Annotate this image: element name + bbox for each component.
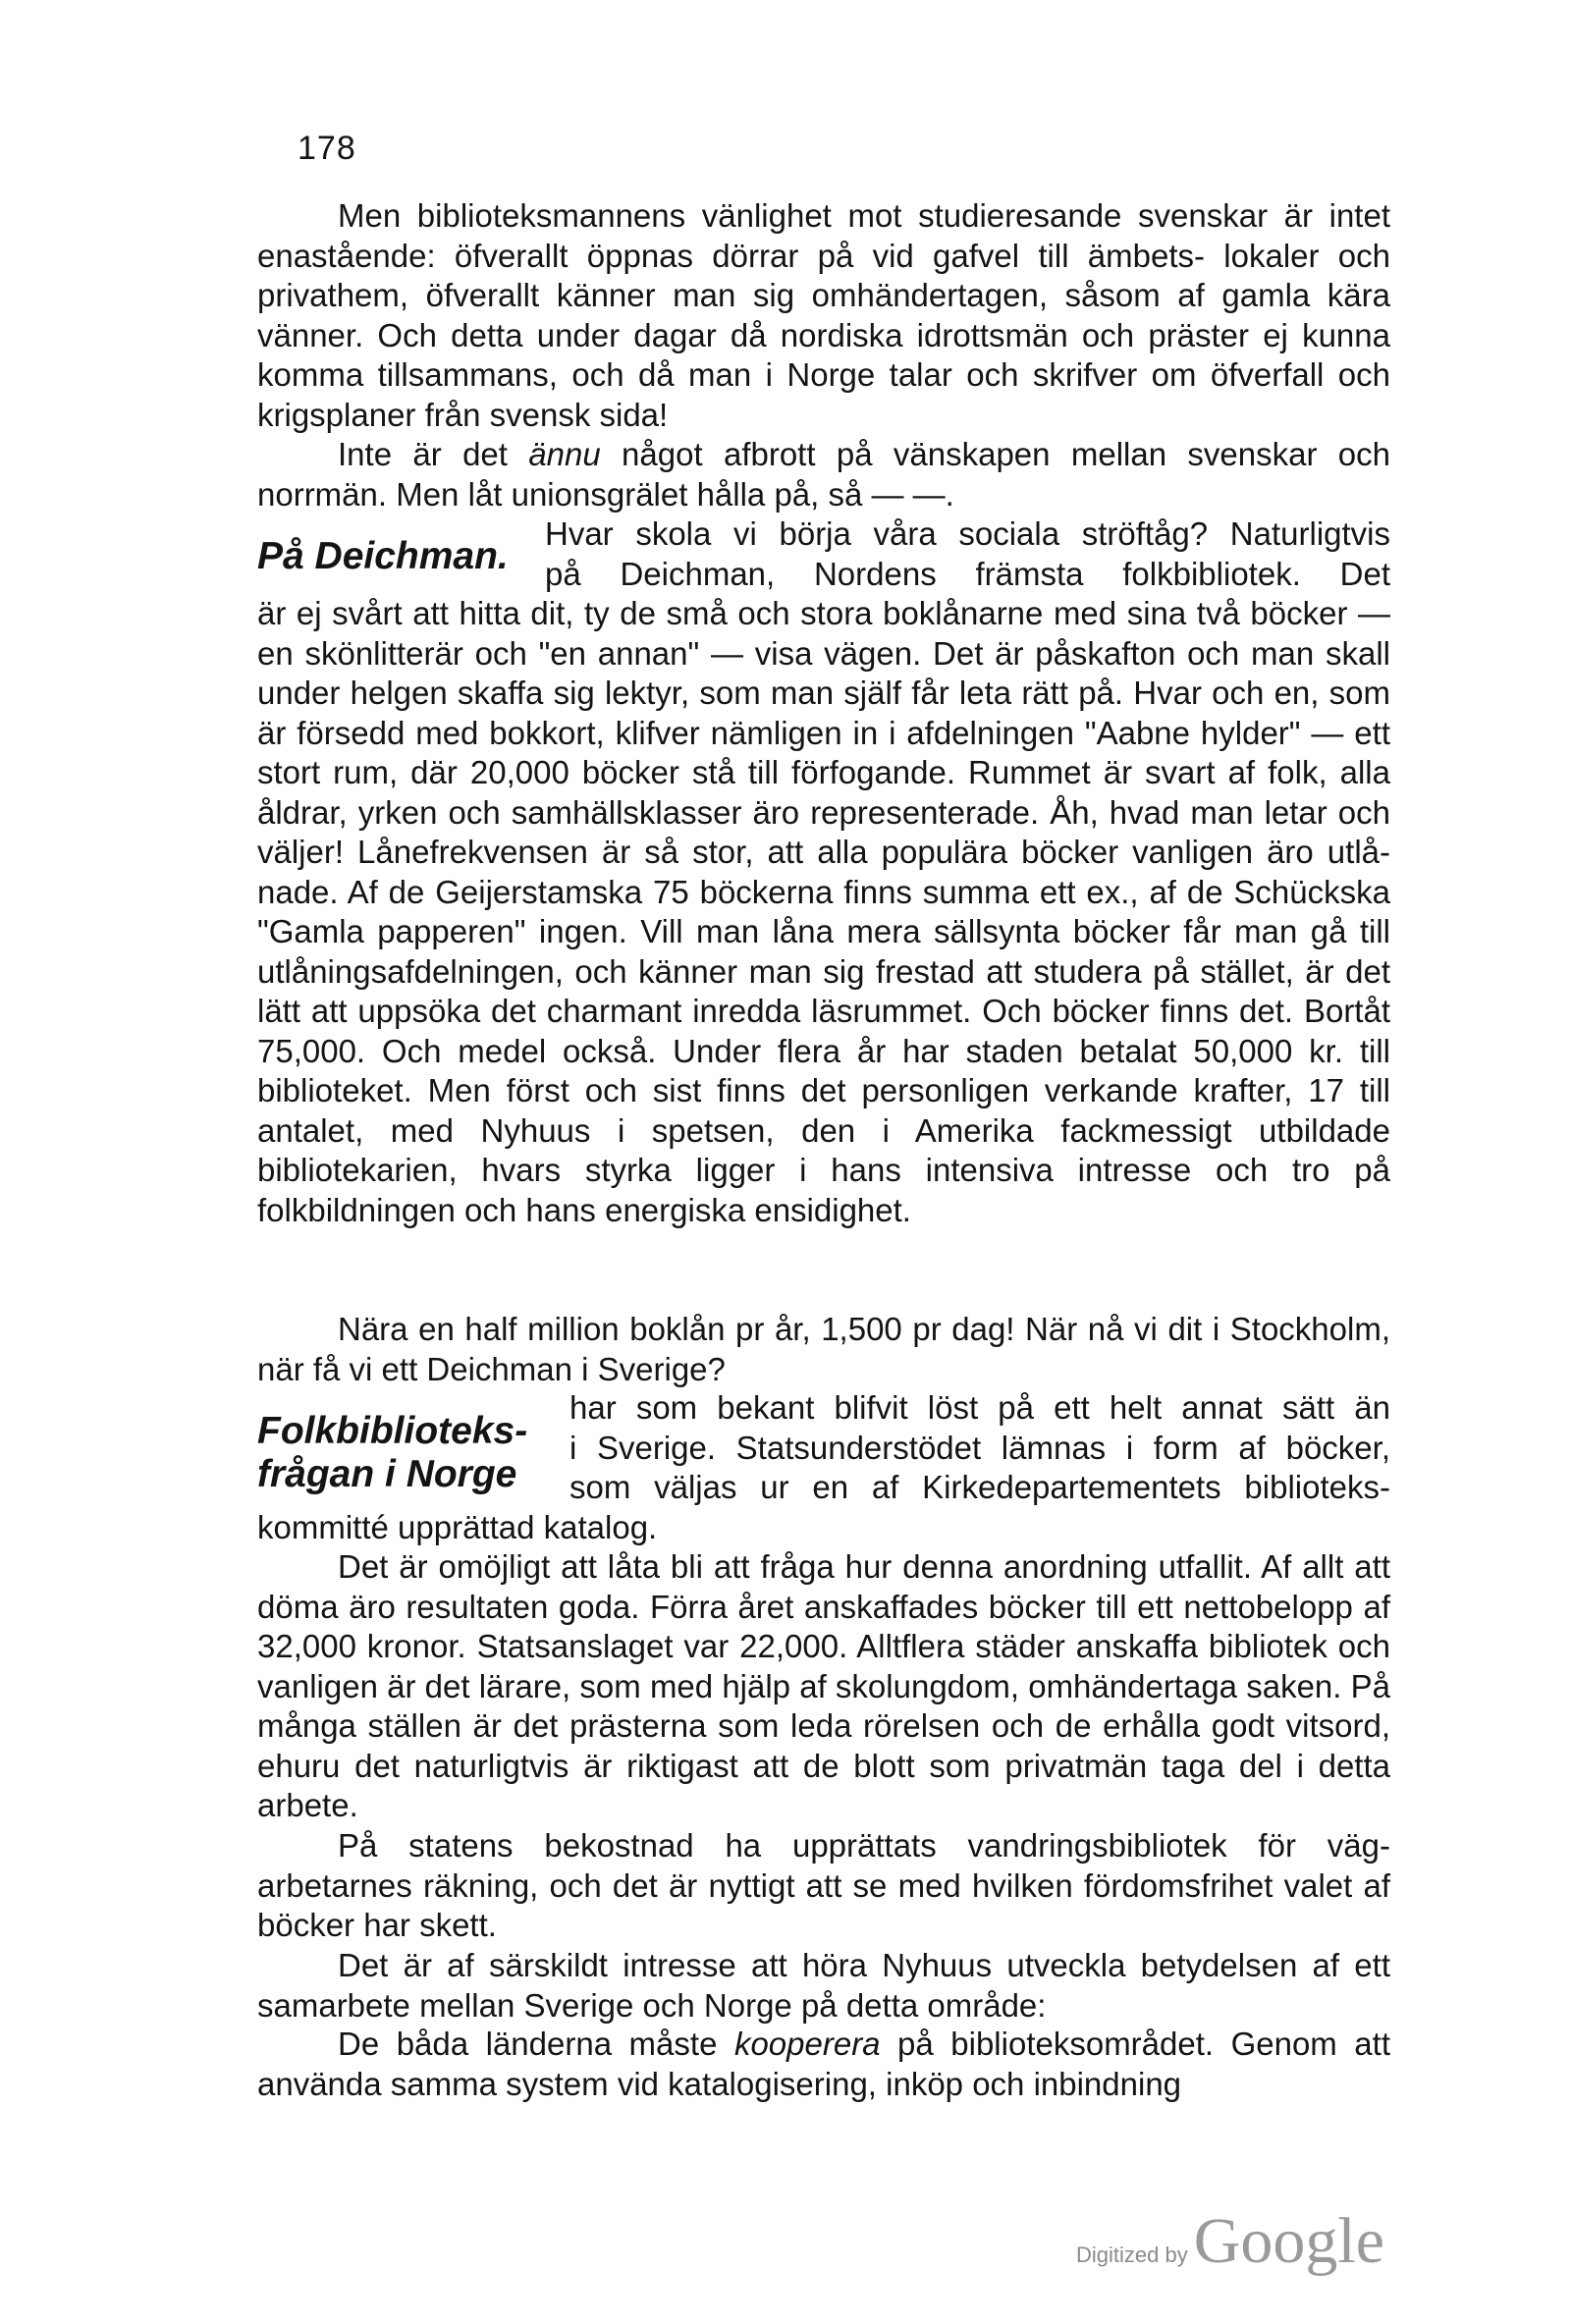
paragraph-8 (257, 2025, 1390, 2104)
side-2-line-3: som väljas ur en af Kirkedepartementets biblioteks- (569, 1469, 1390, 1505)
paragraph-3: är ej svårt att hitta dit, ty de små och stora boklånarne med sina två böcker — en skönlitterär och "en annan" — visa vägen. Det är påskafton och man skall under helgen skaffa sig lektyr, som man själf får leta rätt på. Hvar och en, som är försedd med bokkort, klifver nämligen in i afdelningen "Aabne hylder" — ett stort rum, där 20,000 böcker stå till förfogande. Rummet är svart af folk, alla åldrar, yrken och samhällsklasser äro representerade. Åh, hvad man letar och väljer! Lånefrekvensen är så stor, att alla populära böcker vanligen äro utlå- nade. Af de Geijerstamska 75 böckerna finns summa ett ex., af de Schückska "Gamla papperen" ingen. Vill man låna mera sällsynta böcker får man gå till utlåningsafdelningen, och känner man sig frestad att studera på stället, är det lätt att uppsöka det charmant inredda läsrummet. Och böcker finns det. Bortåt 75,000. Och medel också. Under flera år har staden betalat 50,000 kr. till biblioteket. Men först och sist finns det personligen verkande krafter, 17 till antalet, med Nyhuus i spetsen, den i Amerika fackmessigt utbildade bibliotekarien, hvars styrka ligger i hans intensiva intresse och tro på folkbildningen och hans energiska ensidighet. (257, 595, 1390, 1228)
digitized-by-watermark (1076, 2204, 1384, 2279)
paragraph-8-text-b: på biblioteksområdet. Genom att använda samma system vid katalogisering, inköp och inbindning (257, 2026, 1390, 2102)
paragraph-6: På statens bekostnad ha upprättats vandringsbibliotek för väg- arbetarnes räkning, och det är nyttigt att se med hvilken fördomsfrihet valet af böcker har skett. (257, 1827, 1390, 1943)
google-logo: Google (1193, 2205, 1384, 2277)
paragraph-8-text-a: De båda länderna måste (338, 2026, 734, 2062)
side-2-line-2: i Sverige. Statsunderstödet lämnas i form af böcker, (569, 1429, 1390, 1466)
paragraph-2 (257, 435, 1390, 514)
side-heading-folkbiblioteks (257, 1410, 527, 1496)
side-1-line-1: Hvar skola vi börja våra sociala ströftåg? Naturligtvis (545, 515, 1390, 552)
paragraph-8-emphasis: kooperera (733, 2026, 881, 2062)
paragraph-2-emphasis: ännu (528, 436, 601, 472)
paragraph-4: Nära en half million boklån pr år, 1,500 pr dag! När nå vi dit i Stockholm, när få vi ett Deichman i Sverige? (257, 1311, 1390, 1387)
side-heading-deichman: På Deichman. (257, 535, 509, 577)
paragraph-5: Det är omöjligt att låta bli att fråga hur denna anordning utfallit. Af allt att döma äro resultaten goda. Förra året anskaffades böcker till ett nettobelopp af 32,000 kronor. Statsanslaget var 22,000. Alltflera städer anskaffa bibliotek och vanligen är det lärare, som med hjälp af skolungdom, omhändertaga saken. På många ställen är det prästerna som leda rörelsen och de erhålla godt vitsord, ehuru det naturligtvis är riktigast att de blott som privatmän taga del i detta arbete. (257, 1548, 1390, 1823)
paragraph-1: Men biblioteksmannens vänlighet mot studieresande svenskar är intet enastående: öfverallt öppnas dörrar på vid gafvel till ämbets- lokaler och privathem, öfverallt känner man sig omhändertagen, såsom af gamla kära vänner. Och detta under dagar då nordiska idrottsmän och präster ej kunna komma tillsammans, och då man i Norge talar och skrifver om öfverfall och krigsplaner från svensk sida! (257, 197, 1390, 433)
side-heading-2-line-1: Folkbiblioteks- (257, 1410, 528, 1452)
side-2-line-4: kommitté upprättad katalog. (257, 1509, 658, 1545)
side-1-line-2: på Deichman, Nordens främsta folkbibliotek. Det (545, 555, 1390, 592)
page-number: 178 (298, 130, 356, 167)
side-heading-1-text (545, 514, 1390, 594)
paragraph-2-text-a: Inte är det (338, 436, 529, 472)
paragraph-7: Det är af särskildt intresse att höra Nyhuus utveckla betydelsen af ett samarbete mellan Sverige och Norge på detta område: (257, 1947, 1390, 2024)
side-heading-2-text (569, 1388, 1390, 1508)
digitized-label: Digitized by (1075, 2243, 1188, 2267)
side-heading-2-line-2: frågan i Norge (257, 1453, 517, 1495)
side-2-line-1: har som bekant blifvit löst på ett helt annat sätt än (569, 1389, 1390, 1426)
paragraph-2-text-b: något afbrott på vänskapen mellan svenskar och norrmän. Men låt unionsgrälet hålla på, så — —. (257, 436, 1390, 513)
